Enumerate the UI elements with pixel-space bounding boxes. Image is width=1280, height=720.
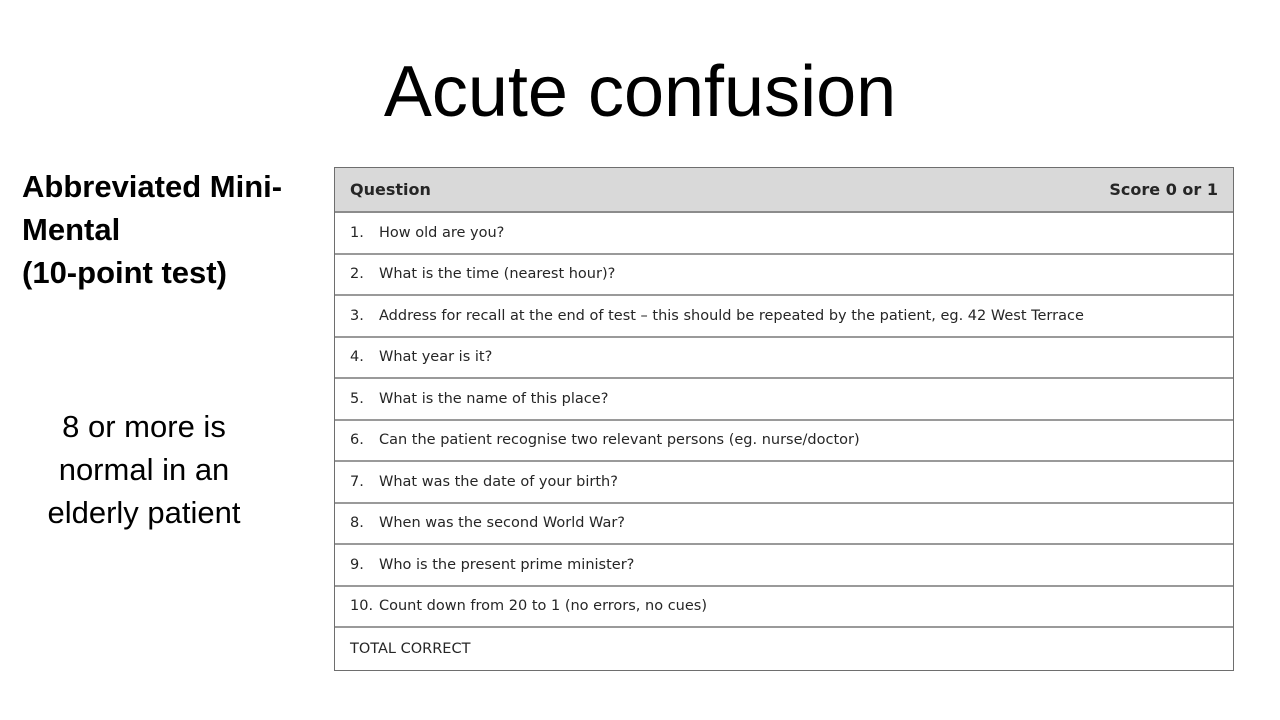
row-question: Address for recall at the end of test – this should be repeated by the patient, eg. 42 West Terrace [379, 307, 1084, 324]
row-number: 4. [350, 349, 364, 366]
table-row [335, 462, 1233, 504]
row-number: 10. [350, 598, 374, 615]
row-question: Count down from 20 to 1 (no errors, no cues) [379, 598, 707, 615]
row-question: What year is it? [379, 349, 493, 366]
table-row [335, 421, 1233, 463]
row-number: 9. [350, 556, 364, 573]
row-question: Can the patient recognise two relevant persons (eg. nurse/doctor) [379, 432, 860, 449]
row-number: 3. [350, 307, 364, 324]
table-row [335, 379, 1233, 421]
row-number: 7. [350, 473, 364, 490]
table-row [335, 255, 1233, 297]
total-correct-label: TOTAL CORRECT [350, 640, 471, 657]
row-number: 8. [350, 515, 364, 532]
test-name-line-1: Abbreviated Mini- [22, 169, 283, 204]
table-header [335, 168, 1233, 213]
table-row [335, 338, 1233, 380]
row-question: Who is the present prime minister? [379, 556, 635, 573]
test-name-line-3: (10-point test) [22, 255, 227, 290]
row-question: How old are you? [379, 224, 505, 241]
row-question: What was the date of your birth? [379, 473, 618, 490]
test-name-line-2: Mental [22, 212, 121, 247]
table-row [335, 545, 1233, 587]
slide-title: Acute confusion [383, 52, 897, 132]
row-question: When was the second World War? [379, 515, 625, 532]
row-number: 5. [350, 390, 364, 407]
amt-question-table [334, 167, 1234, 671]
header-score: Score 0 or 1 [1109, 180, 1218, 199]
score-note-line-3: elderly patient [47, 495, 241, 530]
table-row [335, 213, 1233, 255]
row-number: 6. [350, 432, 364, 449]
score-note-line-2: normal in an [58, 452, 230, 487]
row-question: What is the name of this place? [379, 390, 609, 407]
header-question: Question [350, 180, 431, 199]
test-name-heading [22, 165, 342, 294]
score-note [14, 405, 274, 534]
row-number: 2. [350, 266, 364, 283]
score-note-line-1: 8 or more is [62, 409, 226, 444]
row-question: What is the time (nearest hour)? [379, 266, 616, 283]
row-number: 1. [350, 224, 364, 241]
total-correct-row [335, 628, 1233, 670]
table-row [335, 296, 1233, 338]
table-row [335, 504, 1233, 546]
table-row [335, 587, 1233, 629]
